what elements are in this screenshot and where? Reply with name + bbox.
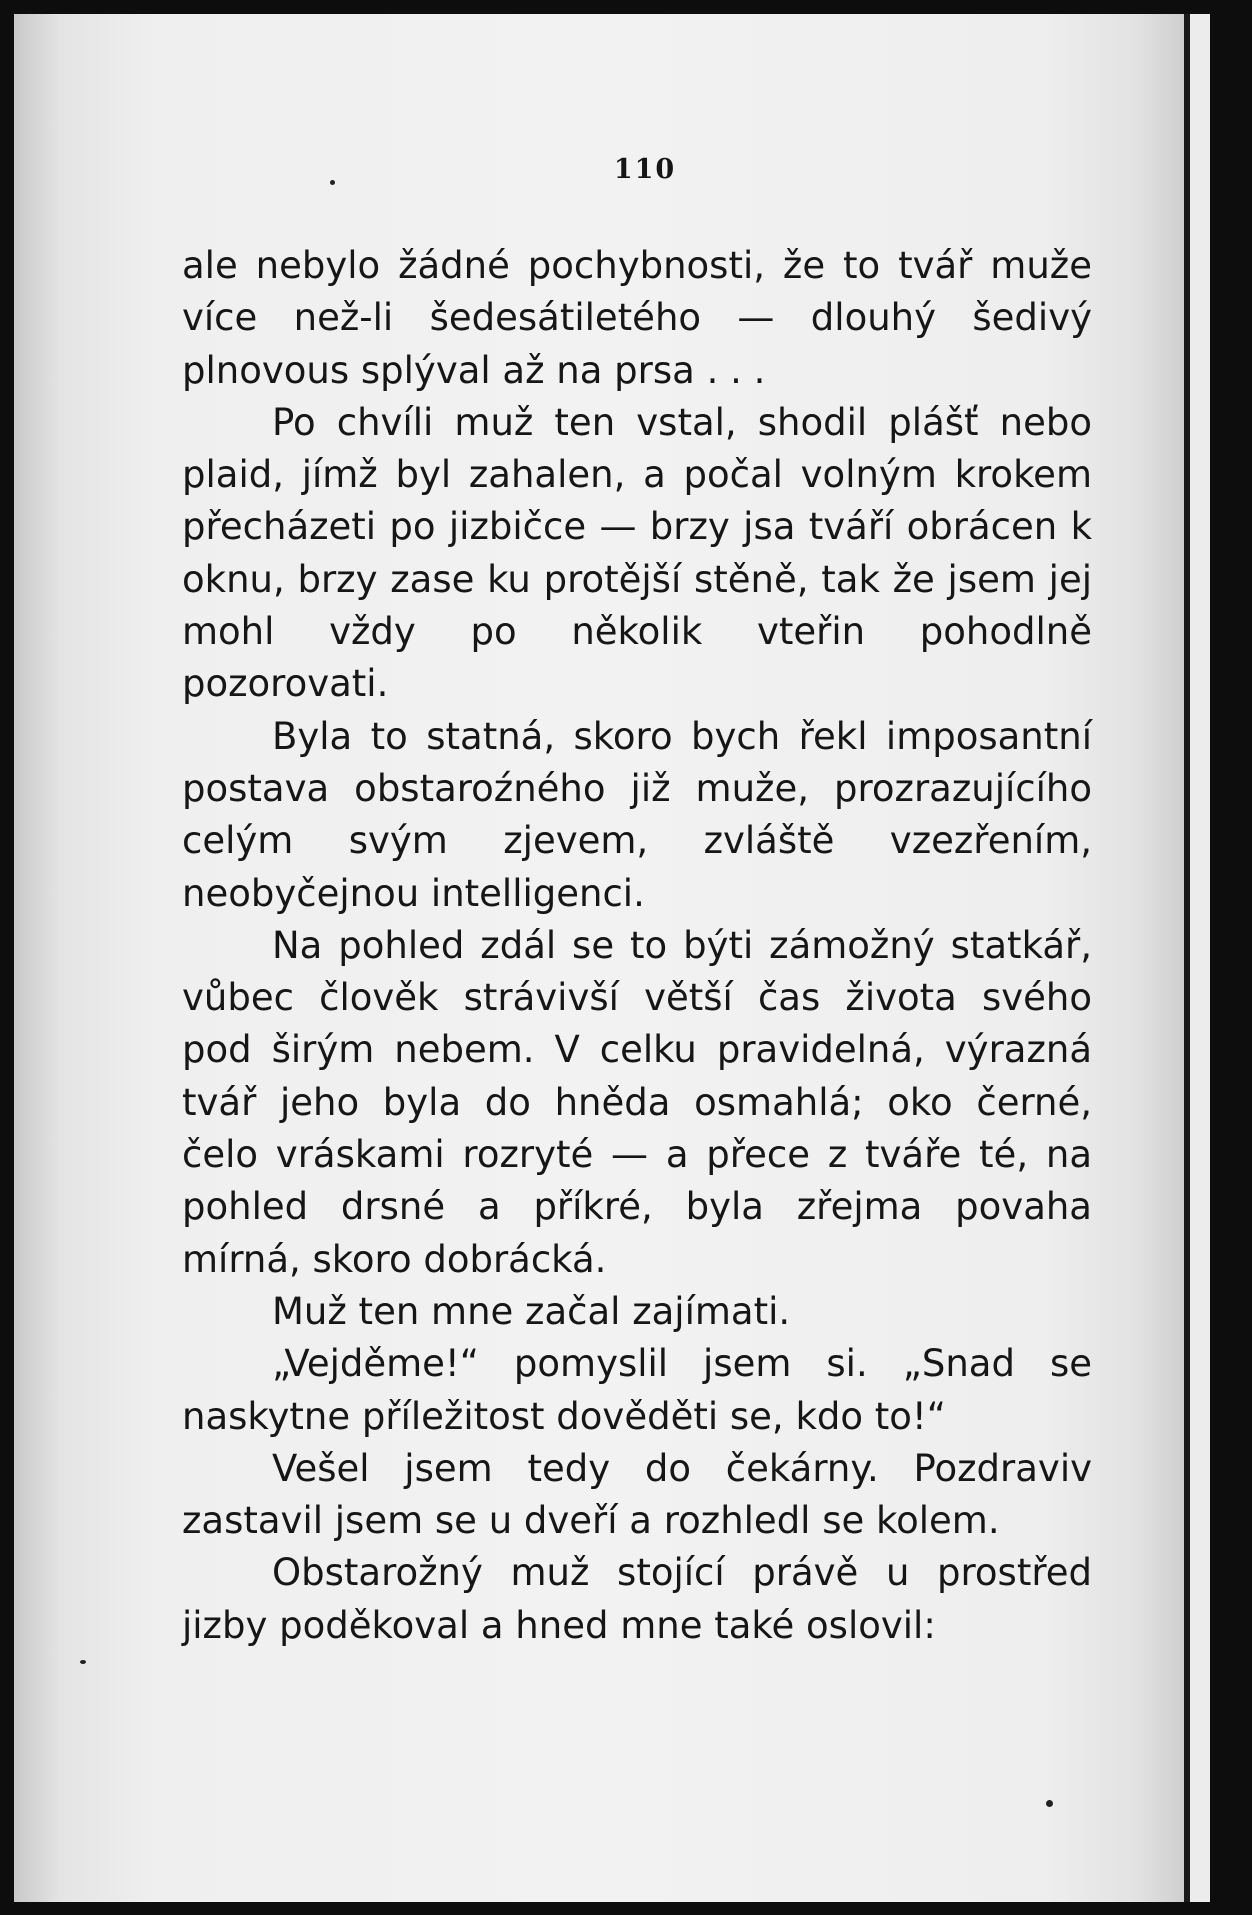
page-number: 110 — [613, 154, 677, 185]
paragraph-4: Na pohled zdál se to býti zámožný statkář, vůbec člověk strávivší větší čas života svého pod širým nebem. V celku pravidelná, výrazná tvář jeho byla do hněda osmahlá; oko černé, čelo vráskami rozryté — a přece z tváře té, na pohled drsné a příkré, byla zřejma povaha mírná, skoro dobrácká. — [182, 923, 1092, 1281]
paragraph-1: ale nebylo žádné pochybnosti, že to tvář muže více než-li šedesátiletého — dlouhý šedivý plnovous splýval až na prsa . . . — [182, 244, 1092, 392]
paragraph-7: Vešel jsem tedy do čekárny. Pozdraviv zastavil jsem se u dveří a rozhledl se kolem. — [182, 1446, 1092, 1543]
scan-edge — [1210, 14, 1252, 1902]
paragraph-2: Po chvíli muž ten vstal, shodil plášť nebo plaid, jímž byl zahalen, a počal volným krokem přecházeti po jizbičce — brzy jsa tváří obrácen k oknu, brzy zase ku protější stěně, tak že jsem jej mohl vždy po několik vteřin pohodlně pozorovati. — [182, 400, 1092, 706]
paragraph-5: Muž ten mne začal zajímati. — [272, 1289, 791, 1333]
dust-speck — [80, 1660, 86, 1664]
paragraph-8: Obstarožný muž stojící právě u prostřed jizby poděkoval a hned mne také oslovil: — [182, 1551, 1092, 1647]
paragraph-3: Byla to statná, skoro bych řekl imposantní postava obstaroźného již muže, prozrazujícího celým svým zjevem, zvláště vzezřením, neobyčejnou intelligenci. — [182, 714, 1092, 915]
paragraph-6: „Vejděme!“ pomyslil jsem si. „Snad se naskytne příležitost dověděti se, kdo to!“ — [182, 1342, 1092, 1438]
page-gutter — [1184, 14, 1210, 1902]
dust-speck — [330, 180, 335, 185]
dust-speck — [1046, 1800, 1053, 1807]
body-text — [182, 240, 1092, 1652]
